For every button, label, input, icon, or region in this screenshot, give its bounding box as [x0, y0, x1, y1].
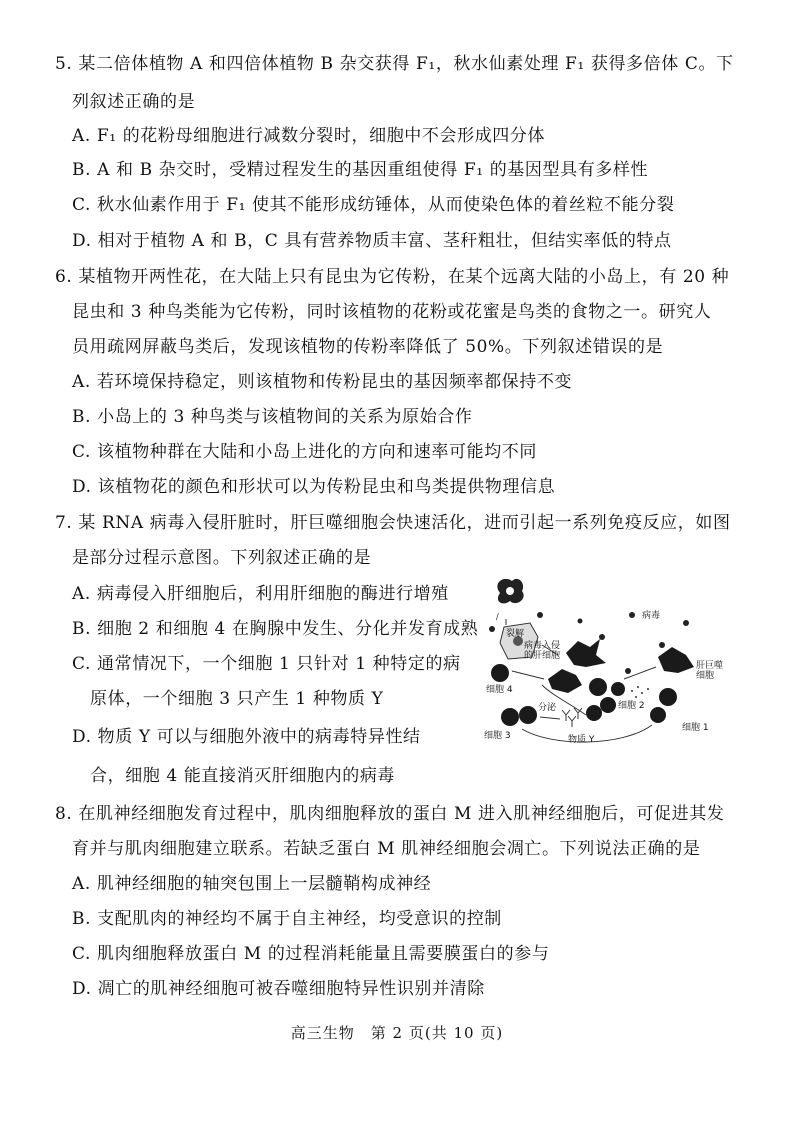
cell-2b [611, 682, 625, 696]
page-footer: 高三生物 第 2 页(共 10 页) [290, 1024, 504, 1042]
label-macrophage-2: 细胞 [696, 671, 715, 681]
label-cell-2: 细胞 2 [618, 701, 645, 711]
svg-text:/: / [496, 612, 499, 621]
q7-stem-line1: 7. 某 RNA 病毒入侵肝脏时，肝巨噬细胞会快速活化，进而引起一系列免疫反应，如图 [55, 513, 731, 533]
q7-option-d: D. 物质 Y 可以与细胞外液中的病毒特异性结 [72, 727, 421, 747]
label-virus: 病毒 [642, 611, 661, 621]
label-cell-1: 细胞 1 [682, 723, 709, 733]
cell-3a [501, 708, 519, 726]
q7-option-d-cont: 合，细胞 4 能直接消灭肝细胞内的病毒 [90, 766, 396, 786]
q8-option-d: D. 凋亡的肌神经细胞可被吞噬细胞特异性识别并清除 [72, 979, 485, 999]
q8-option-b: B. 支配肌肉的神经均不属于自主神经，均受意识的控制 [72, 909, 502, 929]
q8-option-a: A. 肌神经细胞的轴突包围上一层髓鞘构成神经 [72, 874, 432, 894]
cell-4 [491, 664, 509, 682]
q7-option-c-cont: 原体，一个细胞 3 只产生 1 种物质 Y [90, 689, 384, 709]
q6-stem-line1: 6. 某植物开两性花，在大陆上只有昆虫为它传粉，在某个远离大陆的小岛上，有 20 种 [55, 267, 730, 287]
q5-stem-line2: 列叙述正确的是 [72, 92, 196, 112]
label-secrete: 分泌 [538, 703, 557, 713]
immune-response-diagram [482, 575, 732, 755]
q7-option-b: B. 细胞 2 和细胞 4 在胸腺中发生、分化并发育成熟 [72, 619, 479, 639]
label-infected-2: 的肝细胞 [524, 651, 561, 661]
label-infected: 病毒入侵 [524, 641, 561, 651]
macrophage-1 [566, 639, 606, 667]
cell-1b [650, 707, 666, 723]
q5-option-b: B. A 和 B 杂交时，受精过程发生的基因重组使得 F₁ 的基因型具有多样性 [72, 160, 649, 180]
q6-option-a: A. 若环境保持稳定，则该植物和传粉昆虫的基因频率都保持不变 [72, 372, 573, 392]
hepatic-macrophage [658, 647, 694, 673]
q5-option-d: D. 相对于植物 A 和 B，C 具有营养物质丰富、茎秆粗壮，但结实率低的特点 [72, 231, 672, 251]
q5-option-a: A. F₁ 的花粉母细胞进行减数分裂时，细胞中不会形成四分体 [72, 126, 546, 146]
macrophage-2 [548, 669, 582, 693]
q7-option-c: C. 通常情况下，一个细胞 1 只针对 1 种特定的病 [72, 654, 461, 674]
label-cell-4: 细胞 4 [486, 685, 513, 695]
q5-stem-line1: 5. 某二倍体植物 A 和四倍体植物 B 杂交获得 F₁，秋水仙素处理 F₁ 获得多倍体 C。下 [55, 54, 734, 74]
cell-2a [589, 678, 607, 696]
q8-option-c: C. 肌肉细胞释放蛋白 M 的过程消耗能量且需要膜蛋白的参与 [72, 944, 550, 964]
label-lysis: 裂解 [506, 629, 525, 639]
label-substance-y: 物质 Y [568, 735, 595, 745]
q6-stem-line3: 员用疏网屏蔽鸟类后，发现该植物的传粉率降低了 50%。下列叙述错误的是 [72, 337, 664, 357]
q8-stem-line1: 8. 在肌神经细胞发育过程中，肌肉细胞释放的蛋白 M 进入肌神经细胞后，可促进其发 [55, 804, 725, 824]
q6-option-b: B. 小岛上的 3 种鸟类与该植物间的关系为原始合作 [72, 407, 473, 427]
cell-2d [586, 705, 602, 721]
q6-option-d: D. 该植物花的颜色和形状可以为传粉昆虫和鸟类提供物理信息 [72, 477, 556, 497]
signal-dots [631, 686, 649, 698]
cell-2c [600, 697, 616, 713]
cell-1a [659, 688, 677, 706]
q6-stem-line2: 昆虫和 3 种鸟类能为它传粉，同时该植物的花粉或花蜜是鸟类的食物之一。研究人 [72, 302, 712, 322]
q8-stem-line2: 育并与肌肉细胞建立联系。若缺乏蛋白 M 肌神经细胞会凋亡。下列说法正确的是 [72, 839, 701, 859]
q6-option-c: C. 该植物种群在大陆和小岛上进化的方向和速率可能均不同 [72, 442, 538, 462]
label-macrophage: 肝巨噬 [696, 661, 724, 671]
q7-stem-line2: 是部分过程示意图。下列叙述正确的是 [72, 548, 372, 568]
q7-option-a: A. 病毒侵入肝细胞后，利用肝细胞的酶进行增殖 [72, 584, 449, 604]
label-cell-3: 细胞 3 [484, 731, 511, 741]
q5-option-c: C. 秋水仙素作用于 F₁ 使其不能形成纺锤体，从而使染色体的着丝粒不能分裂 [72, 195, 675, 215]
cell-3b [519, 706, 537, 724]
